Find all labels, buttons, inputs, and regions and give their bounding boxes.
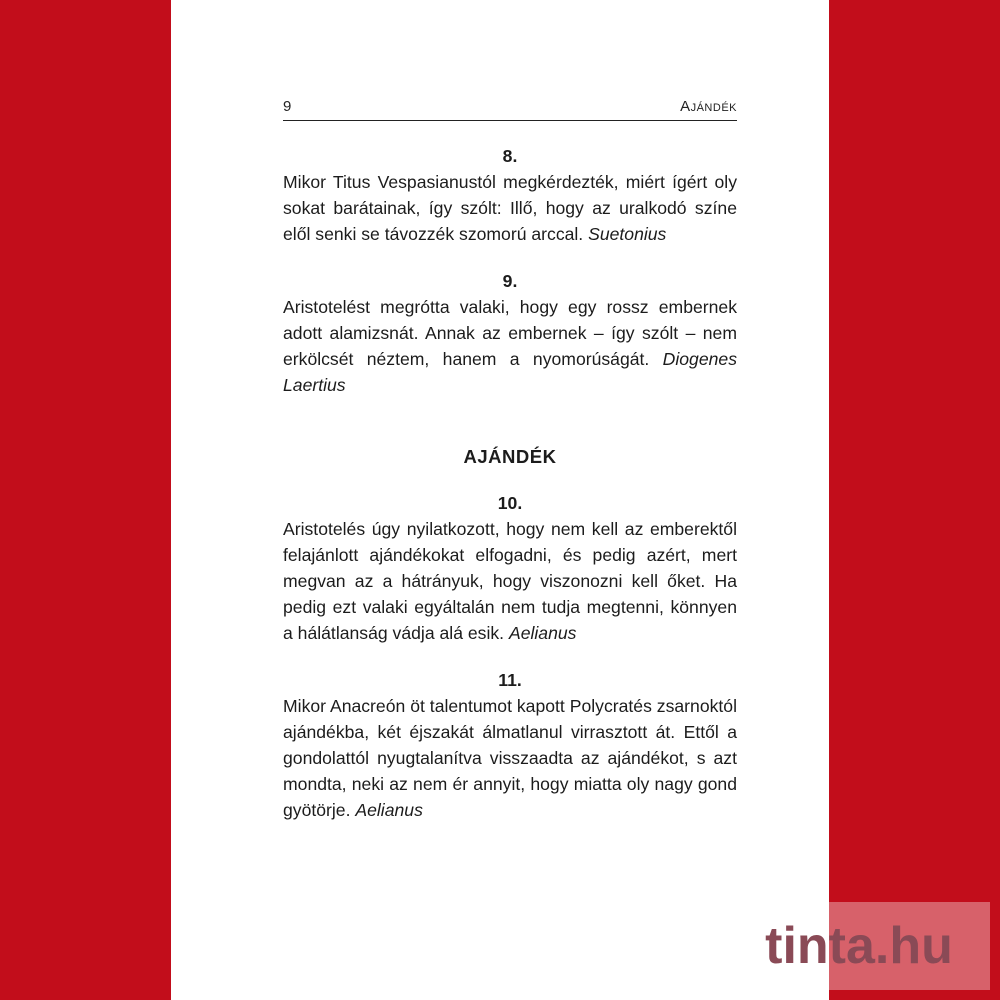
entry-body: Aristotelés úgy nyilatkozott, hogy nem kell az emberektől felajánlott ajándékokat elfogadni, és pedig azért, mert megvan az a hátrányuk, hogy viszonozni kell őket. Ha pedig ezt valaki egyáltalán nem tudja megtenni, könnyen a hálátlanság vádja alá esik. <box>283 519 737 643</box>
entry-number: 8. <box>502 146 518 166</box>
page-number: 9 <box>283 98 292 115</box>
entry-10 <box>283 490 737 646</box>
entry-text <box>283 693 737 823</box>
entry-9 <box>283 268 737 398</box>
watermark-text: tinta.hu <box>765 917 953 975</box>
entry-text <box>283 169 737 247</box>
entry-text <box>283 294 737 398</box>
entry-source: Suetonius <box>588 224 667 244</box>
entry-source: Diogenes Laertius <box>283 349 737 395</box>
entry-source: Aelianus <box>508 623 577 643</box>
entry-number: 10. <box>497 493 523 513</box>
entry-8 <box>283 143 737 247</box>
book-page <box>171 0 829 1000</box>
page-header <box>283 96 737 121</box>
entry-body: Mikor Anacreón öt talentumot kapott Polycratés zsarnoktól ajándékba, két éjszakát álmatlanul virrasztott át. Ettől a gondolattól nyugtalanítva visszaadta az ajándékot, s azt mondta, neki az nem ér annyit, hogy miatta oly nagy gond gyötörje. <box>283 696 737 820</box>
entry-body: Aristotelést megrótta valaki, hogy egy rossz embernek adott alamizsnát. Annak az embernek – így szólt – nem erkölcsét néztem, hanem a nyomorúságát. <box>283 297 737 369</box>
entry-number: 9. <box>502 271 518 291</box>
entry-source: Aelianus <box>355 800 423 820</box>
section-title: AJÁNDÉK <box>463 446 557 467</box>
entry-body: Mikor Titus Vespasianustól megkérdezték, miért ígért oly sokat barátainak, így szólt: Illő, hogy az uralkodó színe elől senki se távozzék szomorú arccal. <box>283 172 737 244</box>
page-content <box>283 143 737 823</box>
entry-text <box>283 516 737 646</box>
running-title: Ajándék <box>680 98 737 115</box>
watermark <box>728 902 990 990</box>
entry-11 <box>283 667 737 823</box>
entry-number: 11. <box>498 670 522 690</box>
